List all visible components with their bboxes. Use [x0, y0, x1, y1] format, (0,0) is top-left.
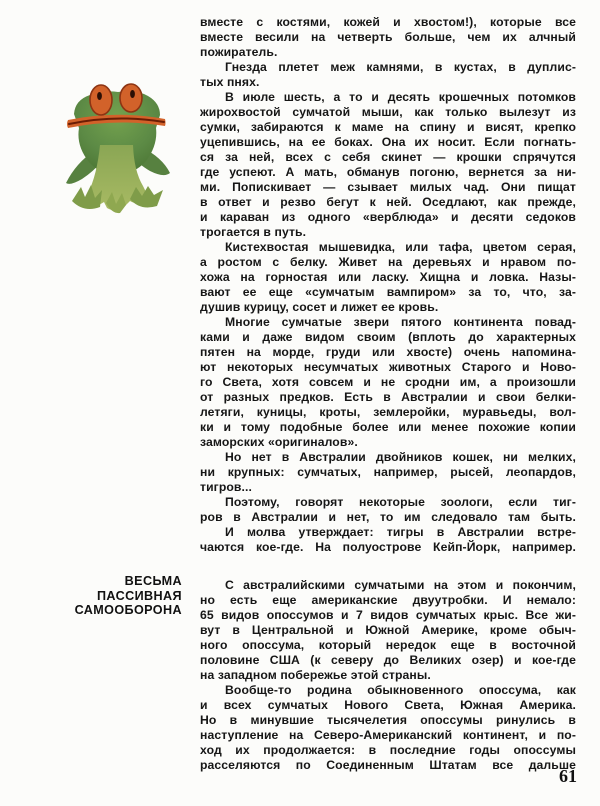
- text-line: тигров...: [200, 480, 252, 494]
- text-line: уцепившись, на ее боках. Она их носит. Если погнать-: [200, 135, 576, 149]
- text-line: вместе с костями, кожей и хвостом!), которые все: [200, 15, 576, 29]
- text-line: но есть еще американские двуутробки. И немало:: [200, 593, 576, 607]
- text-section: [200, 15, 576, 555]
- frog-left-eye: [90, 85, 112, 115]
- paragraph: [200, 578, 576, 683]
- paragraph: [200, 60, 576, 90]
- page-number: 61: [559, 766, 577, 786]
- text-line: ют некоторых несумчатых животных Старого и Ново-: [200, 360, 576, 374]
- text-line: ни крупных: сумчатых, например, рысей, леопардов,: [200, 465, 576, 479]
- paragraph: [200, 495, 576, 525]
- text-line: вместе весили на четверть больше, чем их алчный: [200, 30, 576, 44]
- text-line: душив курицу, сосет и лижет ее кровь.: [200, 300, 439, 314]
- text-line: чаются кое-где. На полуострове Кейп-Йорк, например.: [200, 540, 576, 554]
- text-line: пожиратель.: [200, 45, 278, 59]
- paragraph: [200, 90, 576, 240]
- text-line: сумки, забираются к маме на спину и висят, крепко: [200, 120, 576, 134]
- text-line: расселяются по Соединенным Штатам все дальше: [200, 758, 576, 772]
- text-line: заморских «оригиналов».: [200, 435, 358, 449]
- paragraph: [200, 15, 576, 60]
- paragraph: [200, 525, 576, 555]
- text-line: трогается в путь.: [200, 225, 307, 239]
- section-heading: [34, 574, 182, 618]
- frog-illustration: [64, 83, 172, 221]
- text-line: жирохвостой сумчатой мыши, как только вылезут из: [200, 105, 576, 119]
- text-line: ками и даже видом своим (вплоть до характерных: [200, 330, 576, 344]
- paragraph: [200, 683, 576, 773]
- text-line: ров в Австралии и нет, то им следовало там быть.: [200, 510, 576, 524]
- text-line: Кистехвостая мышевидка, или тафа, цветом серая,: [225, 240, 576, 254]
- text-line: ного опоссума, который нередок еще в восточной: [200, 638, 576, 652]
- text-line: ми. Попискивает — сзывает милых чад. Они пищат: [200, 180, 576, 194]
- text-line: пятен на морде, груди или хвосте) очень напомина-: [200, 345, 576, 359]
- text-line: Но нет в Австралии двойников кошек, ни мелких,: [225, 450, 576, 464]
- text-line: Гнезда плетет меж камнями, в кустах, в дуплис-: [225, 60, 576, 74]
- paragraph: [200, 240, 576, 315]
- text-line: вают ее еще «сумчатым вампиром» за то, что, за-: [200, 285, 576, 299]
- text-line: Но в минувшие тысячелетия опоссумы ринулись в: [200, 713, 576, 727]
- section-heading-line: САМООБОРОНА: [74, 603, 182, 618]
- text-line: Многие сумчатые звери пятого континента повад-: [225, 315, 576, 329]
- text-line: И молва утверждает: тигры в Австралии встре-: [225, 525, 576, 539]
- text-line: ход их продолжается: в последние годы опоссумы: [200, 743, 576, 757]
- text-column: [200, 15, 576, 773]
- text-line: летяги, куницы, кроты, землеройки, муравьеды, вол-: [200, 405, 576, 419]
- text-line: Поэтому, говорят некоторые зоологи, если тиг-: [225, 495, 576, 509]
- text-line: го Света, хотя совсем и не сродни им, а произошли: [200, 375, 576, 389]
- section-heading-line: ПАССИВНАЯ: [96, 588, 182, 603]
- text-line: в ответ и резво бегут к ней. Оседлают, как прежде,: [200, 195, 576, 209]
- text-line: от разных предков. Есть в Австралии и свои белки-: [200, 390, 576, 404]
- text-line: на западном побережье этой страны.: [200, 668, 431, 682]
- frog-icon: [64, 83, 172, 221]
- text-line: и всех сумчатых Нового Света, Южная Америка.: [200, 698, 576, 712]
- paragraph: [200, 315, 576, 450]
- frog-right-eye: [120, 84, 142, 112]
- text-line: а ростом с белку. Живет на деревьях и нравом по-: [200, 255, 576, 269]
- paragraph: [200, 450, 576, 495]
- text-line: 65 видов опоссумов и 7 видов сумчатых крыс. Все жи-: [200, 608, 576, 622]
- text-line: С австралийскими сумчатыми на этом и покончим,: [225, 578, 576, 592]
- text-line: половине США (к северу до Великих озер) и кое-где: [200, 653, 576, 667]
- text-line: наступление на Северо-Американский континент, и по-: [200, 728, 576, 742]
- text-line: вут в Центральной и Южной Америке, кроме обыч-: [200, 623, 576, 637]
- text-line: ки и тому подобные более или менее похожие копии: [200, 420, 576, 434]
- text-line: и караван из одного «верблюда» и десяти седоков: [200, 210, 576, 224]
- text-line: хожа на горностая или ласку. Хищна и ловка. Назы-: [200, 270, 576, 284]
- text-line: ся за ней, всех с себя скинет — крошки спрячутся: [200, 150, 576, 164]
- text-line: тых пнях.: [200, 75, 260, 89]
- text-line: Вообще-то родина обыкновенного опоссума, как: [225, 683, 576, 697]
- text-line: где успеют. А мать, обманув погоню, вернется за ни-: [200, 165, 576, 179]
- section-heading-line: ВЕСЬМА: [124, 574, 182, 588]
- text-line: В июле шесть, а то и десять крошечных потомков: [225, 90, 576, 104]
- text-section: [200, 578, 576, 773]
